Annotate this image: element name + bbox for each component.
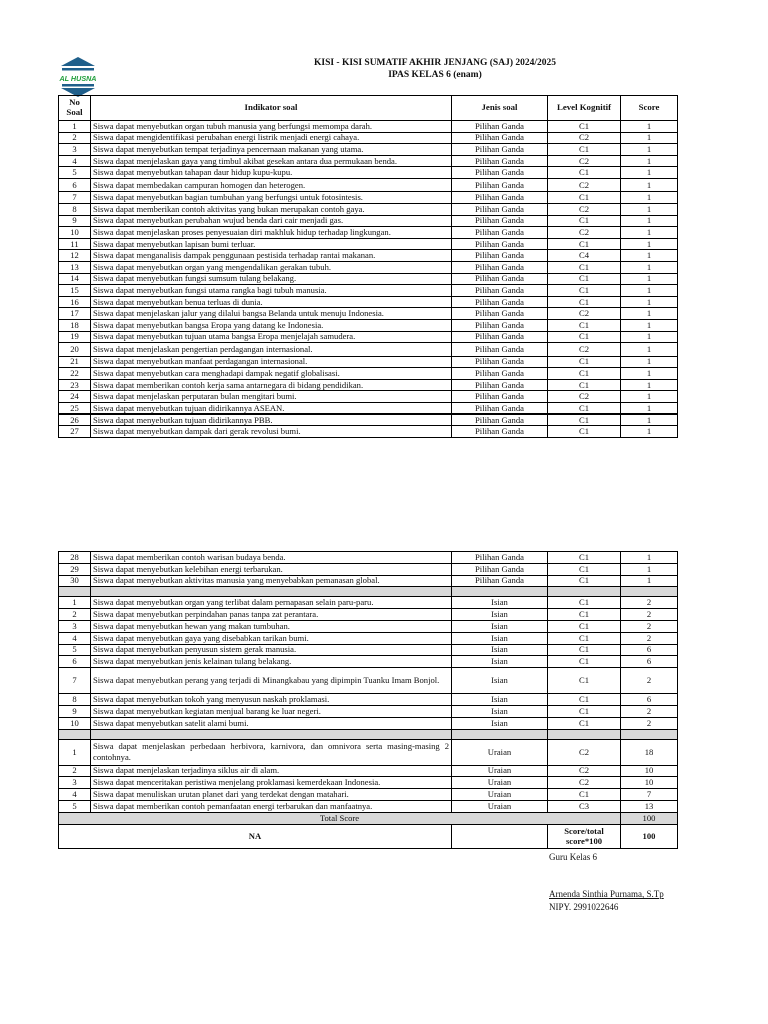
row-level: C1 (548, 575, 621, 587)
row-level: C1 (548, 656, 621, 668)
row-number: 2 (59, 132, 91, 144)
row-score: 1 (621, 273, 678, 285)
row-indicator: Siswa dapat menyebutkan benua terluas di dunia. (91, 296, 452, 308)
row-number: 23 (59, 379, 91, 391)
row-level: C1 (548, 426, 621, 438)
table-row (59, 789, 678, 801)
row-score: 1 (621, 552, 678, 564)
row-level: C1 (548, 563, 621, 575)
row-number: 7 (59, 668, 91, 694)
row-indicator: Siswa dapat menyebutkan tahapan daur hidup kupu-kupu. (91, 167, 452, 179)
row-score: 1 (621, 204, 678, 216)
row-score: 7 (621, 789, 678, 801)
table-row (59, 717, 678, 729)
row-indicator: Siswa dapat menjelaskan jalur yang dilalui bangsa Belanda untuk menuju Indonesia. (91, 308, 452, 320)
na-empty-cell (452, 824, 548, 848)
row-type: Pilihan Ganda (452, 285, 548, 297)
na-label: NA (59, 824, 452, 848)
na-formula: Score/total score*100 (548, 824, 621, 848)
row-level: C1 (548, 192, 621, 204)
total-score-label: Total Score (59, 812, 621, 824)
row-type: Uraian (452, 800, 548, 812)
row-number: 3 (59, 144, 91, 156)
document-subtitle: IPAS KELAS 6 (enam) (388, 70, 482, 80)
row-indicator: Siswa dapat menjelaskan perbedaan herbivora, karnivora, dan omnivora serta masing-masing 2 contohnya. (91, 739, 452, 765)
row-level: C1 (548, 705, 621, 717)
row-type: Pilihan Ganda (452, 331, 548, 343)
row-indicator: Siswa dapat memberikan contoh kerja sama antarnegara di bidang pendidikan. (91, 379, 452, 391)
row-type: Pilihan Ganda (452, 403, 548, 415)
row-indicator: Siswa dapat mengidentifikasi perubahan energi listrik menjadi energi cahaya. (91, 132, 452, 144)
row-indicator: Siswa dapat menyebutkan gaya yang disebabkan tarikan bumi. (91, 632, 452, 644)
row-type: Pilihan Ganda (452, 250, 548, 262)
table-row (59, 620, 678, 632)
row-score: 10 (621, 765, 678, 777)
row-indicator: Siswa dapat menyebutkan jenis kelainan tulang belakang. (91, 656, 452, 668)
row-type: Pilihan Ganda (452, 391, 548, 403)
row-score: 1 (621, 132, 678, 144)
row-level: C1 (548, 144, 621, 156)
row-indicator: Siswa dapat menganalisis dampak penggunaan pestisida terhadap rantai makanan. (91, 250, 452, 262)
section-separator (59, 587, 678, 597)
table-row (59, 694, 678, 706)
table-row (59, 597, 678, 609)
row-number: 15 (59, 285, 91, 297)
table-row (59, 356, 678, 368)
row-type: Pilihan Ganda (452, 379, 548, 391)
row-number: 22 (59, 368, 91, 380)
row-number: 9 (59, 215, 91, 227)
row-level: C2 (548, 178, 621, 192)
row-indicator: Siswa dapat menyebutkan organ yang mengendalikan gerakan tubuh. (91, 262, 452, 274)
row-score: 1 (621, 379, 678, 391)
table-row (59, 609, 678, 621)
row-number: 5 (59, 800, 91, 812)
row-indicator: Siswa dapat menyebutkan aktivitas manusia yang menyebabkan pemanasan global. (91, 575, 452, 587)
row-type: Pilihan Ganda (452, 563, 548, 575)
row-level: C1 (548, 356, 621, 368)
row-score: 1 (621, 192, 678, 204)
row-number: 3 (59, 777, 91, 789)
row-type: Pilihan Ganda (452, 227, 548, 239)
row-score: 1 (621, 285, 678, 297)
row-level: C2 (548, 777, 621, 789)
row-number: 2 (59, 609, 91, 621)
row-score: 2 (621, 620, 678, 632)
row-number: 24 (59, 391, 91, 403)
row-indicator: Siswa dapat menyebutkan tujuan utama bangsa Eropa menjelajah samudera. (91, 331, 452, 343)
row-level: C2 (548, 227, 621, 239)
row-type: Isian (452, 668, 548, 694)
row-number: 13 (59, 262, 91, 274)
section-separator (59, 729, 678, 739)
row-indicator: Siswa dapat menyebutkan satelit alami bumi. (91, 717, 452, 729)
row-number: 8 (59, 694, 91, 706)
table-row (59, 777, 678, 789)
row-indicator: Siswa dapat menyebutkan kegiatan menjual barang ke luar negeri. (91, 705, 452, 717)
row-type: Uraian (452, 777, 548, 789)
row-score: 1 (621, 356, 678, 368)
row-type: Pilihan Ganda (452, 238, 548, 250)
table-row (59, 215, 678, 227)
kisi-table-part2 (58, 551, 678, 849)
row-type: Pilihan Ganda (452, 368, 548, 380)
table-row (59, 343, 678, 357)
row-level: C1 (548, 262, 621, 274)
row-indicator: Siswa dapat menyebutkan penyusun sistem gerak manusia. (91, 644, 452, 656)
row-number: 11 (59, 238, 91, 250)
row-indicator: Siswa dapat membedakan campuran homogen dan heterogen. (91, 178, 452, 192)
table-row (59, 403, 678, 415)
row-level: C1 (548, 644, 621, 656)
row-indicator: Siswa dapat menyebutkan bangsa Eropa yang datang ke Indonesia. (91, 320, 452, 332)
signature-nipy: NIPY. 2991022646 (549, 902, 619, 912)
row-number: 21 (59, 356, 91, 368)
row-number: 6 (59, 178, 91, 192)
row-number: 9 (59, 705, 91, 717)
row-score: 1 (621, 391, 678, 403)
row-score: 1 (621, 403, 678, 415)
row-type: Pilihan Ganda (452, 178, 548, 192)
row-type: Pilihan Ganda (452, 273, 548, 285)
row-number: 4 (59, 632, 91, 644)
row-type: Isian (452, 632, 548, 644)
table-row (59, 414, 678, 426)
row-score: 1 (621, 121, 678, 133)
row-number: 25 (59, 403, 91, 415)
row-number: 1 (59, 121, 91, 133)
row-score: 1 (621, 155, 678, 167)
row-score: 1 (621, 250, 678, 262)
row-indicator: Siswa dapat menyebutkan organ yang terlibat dalam pernapasan selain paru-paru. (91, 597, 452, 609)
col-header-no: No Soal (59, 96, 91, 121)
row-type: Pilihan Ganda (452, 414, 548, 426)
row-score: 1 (621, 178, 678, 192)
row-number: 4 (59, 155, 91, 167)
table-row (59, 656, 678, 668)
row-score: 1 (621, 296, 678, 308)
row-number: 2 (59, 765, 91, 777)
signature-role: Guru Kelas 6 (549, 852, 597, 862)
row-type: Isian (452, 620, 548, 632)
table-row (59, 379, 678, 391)
row-type: Pilihan Ganda (452, 262, 548, 274)
school-logo (58, 56, 98, 98)
row-type: Uraian (452, 765, 548, 777)
row-number: 8 (59, 204, 91, 216)
row-type: Pilihan Ganda (452, 144, 548, 156)
row-level: C1 (548, 121, 621, 133)
table-row (59, 144, 678, 156)
row-number: 19 (59, 331, 91, 343)
row-level: C1 (548, 717, 621, 729)
row-number: 1 (59, 739, 91, 765)
row-indicator: Siswa dapat menyebutkan organ tubuh manusia yang berfungsi memompa darah. (91, 121, 452, 133)
row-indicator: Siswa dapat menuliskan urutan planet dari yang terdekat dengan matahari. (91, 789, 452, 801)
row-indicator: Siswa dapat menjelaskan terjadinya siklus air di alam. (91, 765, 452, 777)
row-number: 18 (59, 320, 91, 332)
row-indicator: Siswa dapat menjelaskan pengertian perdagangan internasional. (91, 343, 452, 357)
row-number: 5 (59, 167, 91, 179)
row-indicator: Siswa dapat menyebutkan dampak dari gerak revolusi bumi. (91, 426, 452, 438)
row-score: 1 (621, 343, 678, 357)
row-level: C1 (548, 285, 621, 297)
row-score: 1 (621, 144, 678, 156)
row-number: 16 (59, 296, 91, 308)
table-row (59, 262, 678, 274)
row-level: C1 (548, 296, 621, 308)
row-score: 2 (621, 705, 678, 717)
col-header-indikator: Indikator soal (91, 96, 452, 121)
row-level: C2 (548, 308, 621, 320)
row-level: C1 (548, 552, 621, 564)
row-number: 5 (59, 644, 91, 656)
table-row (59, 368, 678, 380)
row-type: Pilihan Ganda (452, 155, 548, 167)
table-row (59, 167, 678, 179)
row-level: C2 (548, 391, 621, 403)
row-number: 4 (59, 789, 91, 801)
row-indicator: Siswa dapat menyebutkan perpindahan panas tanpa zat perantara. (91, 609, 452, 621)
table-row (59, 705, 678, 717)
table-row (59, 273, 678, 285)
row-number: 30 (59, 575, 91, 587)
row-indicator: Siswa dapat menyebutkan hewan yang makan tumbuhan. (91, 620, 452, 632)
row-score: 1 (621, 215, 678, 227)
na-value: 100 (621, 824, 678, 848)
row-score: 1 (621, 320, 678, 332)
table-row (59, 204, 678, 216)
table-row (59, 320, 678, 332)
table-row (59, 563, 678, 575)
row-number: 26 (59, 414, 91, 426)
table-row (59, 155, 678, 167)
row-indicator: Siswa dapat menyebutkan lapisan bumi terluar. (91, 238, 452, 250)
row-indicator: Siswa dapat menyebutkan fungsi sumsum tulang belakang. (91, 273, 452, 285)
table-row (59, 178, 678, 192)
row-type: Uraian (452, 739, 548, 765)
row-level: C2 (548, 132, 621, 144)
row-indicator: Siswa dapat menyebutkan manfaat perdagangan internasional. (91, 356, 452, 368)
row-number: 10 (59, 717, 91, 729)
table-row (59, 238, 678, 250)
table-row (59, 331, 678, 343)
row-level: C1 (548, 215, 621, 227)
total-score-row (59, 812, 678, 824)
row-type: Pilihan Ganda (452, 308, 548, 320)
row-number: 6 (59, 656, 91, 668)
row-score: 1 (621, 238, 678, 250)
row-score: 1 (621, 368, 678, 380)
row-indicator: Siswa dapat menyebutkan tujuan didirikannya ASEAN. (91, 403, 452, 415)
table-row (59, 132, 678, 144)
row-score: 2 (621, 717, 678, 729)
row-type: Pilihan Ganda (452, 320, 548, 332)
row-type: Isian (452, 694, 548, 706)
row-indicator: Siswa dapat menyebutkan fungsi utama rangka bagi tubuh manusia. (91, 285, 452, 297)
row-type: Pilihan Ganda (452, 167, 548, 179)
row-type: Pilihan Ganda (452, 132, 548, 144)
table-row (59, 250, 678, 262)
row-score: 6 (621, 694, 678, 706)
row-level: C2 (548, 343, 621, 357)
row-level: C3 (548, 800, 621, 812)
row-indicator: Siswa dapat menyebutkan tempat terjadinya pencernaan makanan yang utama. (91, 144, 452, 156)
row-indicator: Siswa dapat menjelaskan gaya yang timbul akibat gesekan antara dua permukaan benda. (91, 155, 452, 167)
row-type: Pilihan Ganda (452, 192, 548, 204)
row-type: Isian (452, 609, 548, 621)
row-level: C1 (548, 620, 621, 632)
signature-name: Arnenda Sinthia Purnama, S.Tp (549, 889, 664, 899)
table-row (59, 227, 678, 239)
row-number: 29 (59, 563, 91, 575)
row-score: 2 (621, 668, 678, 694)
row-number: 17 (59, 308, 91, 320)
row-type: Pilihan Ganda (452, 575, 548, 587)
row-type: Isian (452, 644, 548, 656)
row-number: 20 (59, 343, 91, 357)
row-indicator: Siswa dapat memberikan contoh pemanfaatan energi terbarukan dan manfaatnya. (91, 800, 452, 812)
row-level: C1 (548, 331, 621, 343)
row-score: 1 (621, 575, 678, 587)
row-type: Isian (452, 597, 548, 609)
row-indicator: Siswa dapat menyebutkan kelebihan energi terbarukan. (91, 563, 452, 575)
row-type: Isian (452, 705, 548, 717)
kisi-table-part1 (58, 95, 678, 438)
table-row (59, 296, 678, 308)
row-score: 13 (621, 800, 678, 812)
col-header-jenis: Jenis soal (452, 96, 548, 121)
table-row (59, 800, 678, 812)
row-level: C1 (548, 668, 621, 694)
row-indicator: Siswa dapat menyebutkan tujuan didirikannya PBB. (91, 414, 452, 426)
row-type: Pilihan Ganda (452, 426, 548, 438)
row-level: C2 (548, 155, 621, 167)
table-row (59, 308, 678, 320)
row-score: 1 (621, 414, 678, 426)
row-level: C2 (548, 204, 621, 216)
table-row (59, 391, 678, 403)
row-level: C1 (548, 597, 621, 609)
row-indicator: Siswa dapat menyebutkan cara menghadapi dampak negatif globalisasi. (91, 368, 452, 380)
row-score: 1 (621, 563, 678, 575)
col-header-score: Score (621, 96, 678, 121)
table-row (59, 632, 678, 644)
row-score: 1 (621, 426, 678, 438)
table-row (59, 668, 678, 694)
row-level: C1 (548, 167, 621, 179)
table-row (59, 644, 678, 656)
row-level: C2 (548, 739, 621, 765)
row-score: 1 (621, 308, 678, 320)
row-score: 6 (621, 644, 678, 656)
row-number: 7 (59, 192, 91, 204)
table-row (59, 739, 678, 765)
row-type: Isian (452, 717, 548, 729)
col-header-level: Level Kognitif (548, 96, 621, 121)
row-number: 28 (59, 552, 91, 564)
row-level: C1 (548, 609, 621, 621)
row-indicator: Siswa dapat menceritakan peristiwa menjelang proklamasi kemerdekaan Indonesia. (91, 777, 452, 789)
row-indicator: Siswa dapat menjelaskan perputaran bulan mengitari bumi. (91, 391, 452, 403)
row-number: 3 (59, 620, 91, 632)
row-score: 1 (621, 262, 678, 274)
table-row (59, 285, 678, 297)
row-indicator: Siswa dapat memberikan contoh aktivitas yang bukan merupakan contoh gaya. (91, 204, 452, 216)
table-row (59, 552, 678, 564)
row-type: Pilihan Ganda (452, 356, 548, 368)
row-type: Uraian (452, 789, 548, 801)
row-level: C2 (548, 765, 621, 777)
row-level: C1 (548, 403, 621, 415)
table-row (59, 426, 678, 438)
row-score: 6 (621, 656, 678, 668)
row-number: 12 (59, 250, 91, 262)
row-level: C1 (548, 320, 621, 332)
na-row (59, 824, 678, 848)
row-type: Pilihan Ganda (452, 343, 548, 357)
row-number: 14 (59, 273, 91, 285)
table-row (59, 765, 678, 777)
table-row (59, 192, 678, 204)
row-number: 1 (59, 597, 91, 609)
row-indicator: Siswa dapat menyebutkan tokoh yang menyusun naskah proklamasi. (91, 694, 452, 706)
row-indicator: Siswa dapat menyebutkan bagian tumbuhan yang berfungsi untuk fotosintesis. (91, 192, 452, 204)
row-indicator: Siswa dapat menyebutkan perubahan wujud benda dari cair menjadi gas. (91, 215, 452, 227)
row-indicator: Siswa dapat menjelaskan proses penyesuaian diri makhluk hidup terhadap lingkungan. (91, 227, 452, 239)
row-level: C4 (548, 250, 621, 262)
table-row (59, 121, 678, 133)
row-number: 27 (59, 426, 91, 438)
row-score: 1 (621, 331, 678, 343)
row-score: 1 (621, 227, 678, 239)
row-level: C1 (548, 379, 621, 391)
row-score: 10 (621, 777, 678, 789)
logo-text: AL HUSNA (59, 74, 97, 83)
row-score: 1 (621, 167, 678, 179)
row-level: C1 (548, 694, 621, 706)
row-indicator: Siswa dapat memberikan contoh warisan budaya benda. (91, 552, 452, 564)
row-type: Pilihan Ganda (452, 296, 548, 308)
row-score: 2 (621, 609, 678, 621)
row-level: C1 (548, 414, 621, 426)
row-number: 10 (59, 227, 91, 239)
row-score: 18 (621, 739, 678, 765)
table-row (59, 575, 678, 587)
row-level: C1 (548, 789, 621, 801)
row-type: Pilihan Ganda (452, 552, 548, 564)
row-type: Isian (452, 656, 548, 668)
row-level: C1 (548, 273, 621, 285)
row-type: Pilihan Ganda (452, 215, 548, 227)
document-title: KISI - KISI SUMATIF AKHIR JENJANG (SAJ) 2024/2025 (313, 58, 556, 68)
row-indicator: Siswa dapat menyebutkan perang yang terjadi di Minangkabau yang dipimpin Tuanku Imam Bonjol. (91, 668, 452, 694)
row-score: 2 (621, 632, 678, 644)
row-level: C1 (548, 632, 621, 644)
row-score: 2 (621, 597, 678, 609)
total-score-value: 100 (621, 812, 678, 824)
row-level: C1 (548, 368, 621, 380)
row-type: Pilihan Ganda (452, 121, 548, 133)
row-type: Pilihan Ganda (452, 204, 548, 216)
logo-roof-icon (61, 57, 95, 66)
row-level: C1 (548, 238, 621, 250)
